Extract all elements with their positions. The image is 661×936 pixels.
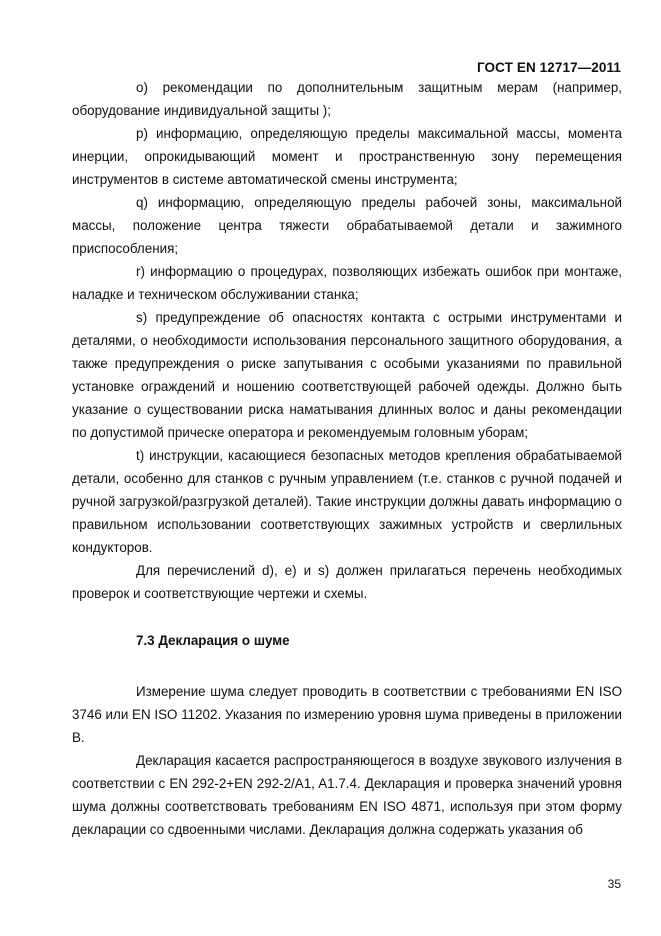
page-number: 35 [607,877,621,891]
noise-measurement-paragraph: Измерение шума следует проводить в соответствии с требованиями EN ISO 3746 или EN ISO 11202. Указания по измерению уровня шума приведены в приложении B. [72,684,622,745]
document-header: ГОСТ EN 12717—2011 [476,60,621,75]
list-item-o: o) рекомендации по дополнительным защитным мерам (например, оборудование индивидуальной защиты ); [72,80,622,118]
section-heading: 7.3 Декларация о шуме [136,633,290,648]
enumeration-note: Для перечислений d), e) и s) должен прилагаться перечень необходимых проверок и соответствующие чертежи и схемы. [72,563,622,601]
list-item-p: p) информацию, определяющую пределы максимальной массы, момента инерции, опрокидывающий момент и пространственную зону перемещения инструментов в системе автоматической смены инструмента; [72,126,622,187]
list-item-t: t) инструкции, касающиеся безопасных методов крепления обрабатываемой детали, особенно для станков с ручным управлением (т.е. станков с ручной подачей и ручной загрузкой/разгрузкой деталей). Такие инструкции должны давать информацию о правильном использовании соответствующих зажимных устройств и сверлильных кондукторов. [72,448,622,555]
list-item-s: s) предупреждение об опасностях контакта с острыми инструментами и деталями, о необходимости использования персонального защитного оборудования, а также предупреждения о риске запутывания с особыми указаниями по правильной установке ограждений и ношению соответствующей рабочей одежды. Должно быть указание о существовании риска наматывания длинных волос и даны рекомендации по допустимой прическе оператора и рекомендуемым головным уборам; [72,310,622,440]
list-item-r: r) информацию о процедурах, позволяющих избежать ошибок при монтаже, наладке и техническом обслуживании станка; [72,264,622,302]
list-item-q: q) информацию, определяющую пределы рабочей зоны, максимальной массы, положение центра тяжести обрабатываемой детали и зажимного приспособления; [72,195,622,256]
document-body [72,76,622,841]
noise-declaration-paragraph: Декларация касается распространяющегося в воздухе звукового излучения в соответствии с EN 292-2+EN 292-2/A1, A1.7.4. Декларация и проверка значений уровня шума должны соответствовать требованиям EN ISO 4871, используя при этом форму декларации со сдвоенными числами. Декларация должна содержать указания об [72,753,622,837]
